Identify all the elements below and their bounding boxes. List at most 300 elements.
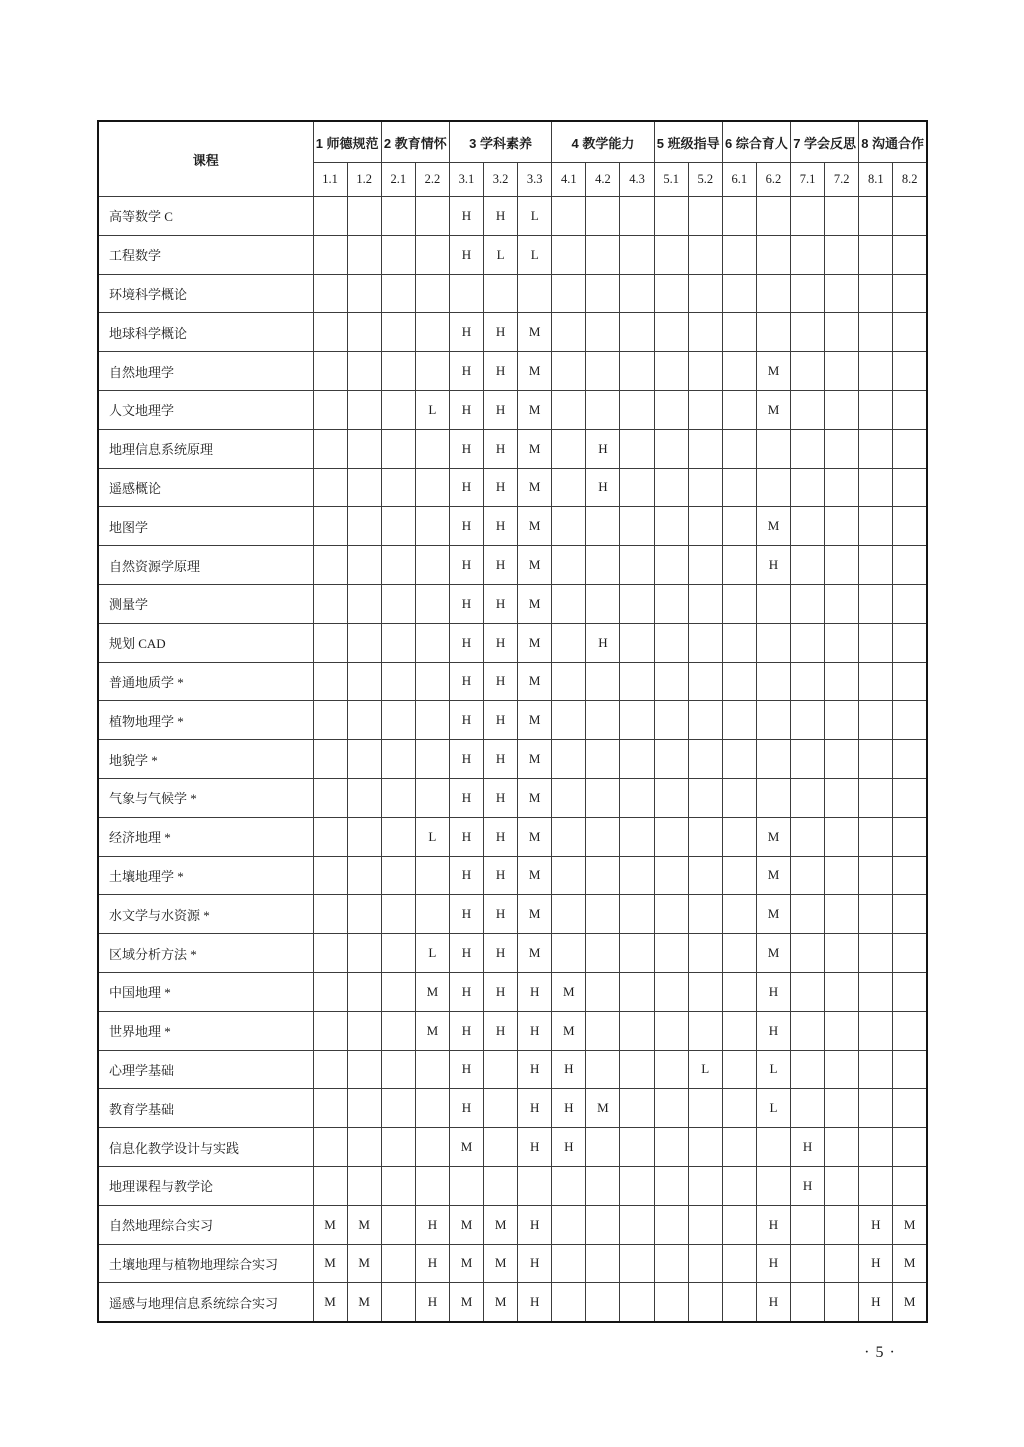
matrix-cell <box>313 662 347 701</box>
course-name-cell: 教育学基础 <box>98 1089 313 1128</box>
matrix-cell <box>654 856 688 895</box>
matrix-cell <box>688 546 722 585</box>
matrix-cell <box>586 817 620 856</box>
matrix-cell <box>620 507 654 546</box>
matrix-cell: H <box>484 468 518 507</box>
course-name-cell: 水文学与水资源 * <box>98 895 313 934</box>
course-name-cell: 遥感与地理信息系统综合实习 <box>98 1283 313 1322</box>
matrix-cell <box>825 895 859 934</box>
matrix-cell <box>688 390 722 429</box>
course-name-cell: 气象与气候学 * <box>98 778 313 817</box>
matrix-cell <box>620 972 654 1011</box>
matrix-cell <box>586 662 620 701</box>
matrix-cell: M <box>313 1244 347 1283</box>
matrix-cell <box>688 623 722 662</box>
matrix-cell <box>825 197 859 236</box>
matrix-cell: M <box>415 1011 449 1050</box>
matrix-cell <box>415 1166 449 1205</box>
matrix-cell <box>756 623 790 662</box>
matrix-cell: H <box>484 390 518 429</box>
matrix-cell <box>893 1011 927 1050</box>
matrix-cell <box>893 1050 927 1089</box>
matrix-cell <box>688 352 722 391</box>
matrix-cell <box>415 701 449 740</box>
course-name-cell: 环境科学概论 <box>98 274 313 313</box>
matrix-cell: L <box>415 817 449 856</box>
matrix-cell <box>654 1128 688 1167</box>
matrix-cell <box>722 429 756 468</box>
matrix-cell: M <box>347 1205 381 1244</box>
matrix-cell: H <box>415 1283 449 1322</box>
matrix-cell: M <box>756 817 790 856</box>
matrix-cell: M <box>484 1244 518 1283</box>
matrix-cell: M <box>518 468 552 507</box>
matrix-cell <box>552 934 586 973</box>
matrix-cell: H <box>484 546 518 585</box>
matrix-cell <box>347 1050 381 1089</box>
matrix-cell: M <box>449 1244 483 1283</box>
matrix-cell <box>552 468 586 507</box>
matrix-cell <box>722 934 756 973</box>
page-number: · 5 · <box>864 1344 896 1361</box>
matrix-cell <box>688 895 722 934</box>
matrix-cell: H <box>859 1244 893 1283</box>
course-name-cell: 测量学 <box>98 584 313 623</box>
matrix-cell <box>620 352 654 391</box>
matrix-cell <box>552 623 586 662</box>
matrix-cell: M <box>518 507 552 546</box>
matrix-cell <box>381 1244 415 1283</box>
matrix-cell <box>893 817 927 856</box>
matrix-cell <box>654 1283 688 1322</box>
matrix-cell <box>586 546 620 585</box>
matrix-cell: H <box>484 507 518 546</box>
matrix-cell <box>825 1128 859 1167</box>
matrix-cell <box>859 972 893 1011</box>
matrix-cell <box>552 235 586 274</box>
matrix-cell <box>859 274 893 313</box>
matrix-cell <box>859 235 893 274</box>
matrix-cell: H <box>484 701 518 740</box>
matrix-cell: H <box>449 856 483 895</box>
matrix-cell <box>654 352 688 391</box>
matrix-cell: M <box>756 352 790 391</box>
matrix-cell <box>620 778 654 817</box>
matrix-cell <box>859 856 893 895</box>
matrix-cell <box>722 972 756 1011</box>
matrix-cell <box>449 1166 483 1205</box>
matrix-cell <box>415 313 449 352</box>
matrix-cell <box>415 197 449 236</box>
course-column-header: 课程 <box>98 121 313 197</box>
matrix-cell: H <box>449 623 483 662</box>
matrix-cell <box>620 1089 654 1128</box>
matrix-cell: M <box>449 1283 483 1322</box>
matrix-cell <box>620 1128 654 1167</box>
matrix-cell <box>620 235 654 274</box>
matrix-cell: H <box>449 972 483 1011</box>
matrix-cell: M <box>313 1283 347 1322</box>
matrix-cell <box>825 1050 859 1089</box>
matrix-cell <box>381 235 415 274</box>
matrix-cell <box>552 507 586 546</box>
matrix-cell <box>893 429 927 468</box>
matrix-cell <box>688 1244 722 1283</box>
matrix-cell <box>756 584 790 623</box>
course-name-cell: 地图学 <box>98 507 313 546</box>
matrix-cell: M <box>893 1244 927 1283</box>
column-group-header: 6 综合育人 <box>722 121 790 163</box>
column-sub-header: 5.2 <box>688 163 722 197</box>
matrix-cell: M <box>756 895 790 934</box>
matrix-cell <box>620 390 654 429</box>
table-row <box>98 662 927 701</box>
matrix-cell <box>620 662 654 701</box>
matrix-cell <box>825 235 859 274</box>
matrix-cell: L <box>518 235 552 274</box>
matrix-cell <box>586 701 620 740</box>
matrix-cell: H <box>449 740 483 779</box>
matrix-cell <box>688 1128 722 1167</box>
matrix-cell <box>893 507 927 546</box>
matrix-cell <box>381 778 415 817</box>
table-row <box>98 623 927 662</box>
matrix-cell <box>722 778 756 817</box>
matrix-cell <box>722 390 756 429</box>
matrix-cell <box>552 895 586 934</box>
matrix-cell <box>552 584 586 623</box>
matrix-cell <box>415 856 449 895</box>
matrix-cell: M <box>586 1089 620 1128</box>
matrix-cell <box>347 701 381 740</box>
matrix-cell <box>825 778 859 817</box>
matrix-cell <box>381 972 415 1011</box>
matrix-cell <box>756 274 790 313</box>
matrix-cell <box>791 584 825 623</box>
matrix-cell <box>791 1205 825 1244</box>
matrix-cell: L <box>688 1050 722 1089</box>
matrix-cell <box>893 235 927 274</box>
matrix-cell <box>552 197 586 236</box>
matrix-cell <box>688 429 722 468</box>
table-row <box>98 1050 927 1089</box>
matrix-cell <box>586 1166 620 1205</box>
matrix-cell: H <box>484 972 518 1011</box>
column-sub-header: 3.2 <box>484 163 518 197</box>
matrix-cell <box>313 352 347 391</box>
matrix-cell <box>756 235 790 274</box>
matrix-cell <box>313 1128 347 1167</box>
matrix-cell: M <box>552 1011 586 1050</box>
matrix-cell <box>893 197 927 236</box>
table-row <box>98 235 927 274</box>
matrix-cell <box>381 546 415 585</box>
matrix-cell <box>586 934 620 973</box>
matrix-cell: M <box>893 1283 927 1322</box>
matrix-cell <box>791 1050 825 1089</box>
matrix-cell <box>313 507 347 546</box>
matrix-cell <box>620 856 654 895</box>
matrix-cell <box>620 1205 654 1244</box>
matrix-cell: H <box>518 1128 552 1167</box>
matrix-cell <box>586 390 620 429</box>
column-sub-header: 4.1 <box>552 163 586 197</box>
matrix-cell <box>552 1166 586 1205</box>
matrix-cell <box>791 235 825 274</box>
matrix-cell <box>586 313 620 352</box>
matrix-cell <box>552 1283 586 1322</box>
matrix-cell <box>381 1050 415 1089</box>
matrix-cell <box>313 197 347 236</box>
matrix-cell <box>484 274 518 313</box>
matrix-cell <box>552 546 586 585</box>
matrix-cell: M <box>518 895 552 934</box>
column-sub-header: 6.1 <box>722 163 756 197</box>
matrix-cell <box>415 274 449 313</box>
matrix-cell: H <box>518 1050 552 1089</box>
matrix-cell: H <box>449 778 483 817</box>
course-name-cell: 区域分析方法 * <box>98 934 313 973</box>
matrix-cell <box>722 1244 756 1283</box>
table-row <box>98 197 927 236</box>
matrix-cell <box>620 934 654 973</box>
matrix-cell <box>722 274 756 313</box>
matrix-cell <box>313 701 347 740</box>
matrix-cell <box>688 934 722 973</box>
matrix-cell <box>313 313 347 352</box>
matrix-cell: H <box>484 778 518 817</box>
matrix-cell <box>347 1128 381 1167</box>
matrix-cell: M <box>518 817 552 856</box>
matrix-cell <box>791 701 825 740</box>
matrix-cell <box>654 313 688 352</box>
matrix-cell <box>552 390 586 429</box>
matrix-cell: H <box>756 546 790 585</box>
matrix-cell <box>825 856 859 895</box>
matrix-cell <box>620 313 654 352</box>
matrix-cell <box>893 546 927 585</box>
course-name-cell: 地理信息系统原理 <box>98 429 313 468</box>
matrix-cell <box>825 468 859 507</box>
matrix-cell <box>347 1089 381 1128</box>
matrix-cell <box>654 662 688 701</box>
matrix-cell <box>552 817 586 856</box>
matrix-cell <box>791 972 825 1011</box>
matrix-cell <box>381 584 415 623</box>
matrix-cell <box>552 856 586 895</box>
matrix-cell <box>859 623 893 662</box>
matrix-cell <box>791 740 825 779</box>
column-sub-header: 3.3 <box>518 163 552 197</box>
matrix-cell <box>381 1011 415 1050</box>
table-row <box>98 1128 927 1167</box>
matrix-cell <box>586 1128 620 1167</box>
matrix-cell: M <box>518 352 552 391</box>
table-row <box>98 817 927 856</box>
matrix-cell <box>688 507 722 546</box>
matrix-cell: H <box>449 546 483 585</box>
matrix-cell: H <box>449 468 483 507</box>
matrix-cell <box>688 1089 722 1128</box>
matrix-cell <box>722 1166 756 1205</box>
matrix-cell <box>688 662 722 701</box>
matrix-cell <box>654 817 688 856</box>
matrix-cell: H <box>449 895 483 934</box>
matrix-cell: M <box>449 1205 483 1244</box>
matrix-cell: M <box>518 313 552 352</box>
column-sub-header: 6.2 <box>756 163 790 197</box>
column-sub-header: 4.2 <box>586 163 620 197</box>
matrix-cell: M <box>756 856 790 895</box>
matrix-cell <box>484 1050 518 1089</box>
course-name-cell: 心理学基础 <box>98 1050 313 1089</box>
column-sub-header: 5.1 <box>654 163 688 197</box>
matrix-cell <box>791 1011 825 1050</box>
matrix-cell <box>449 274 483 313</box>
matrix-cell: M <box>893 1205 927 1244</box>
matrix-cell <box>654 972 688 1011</box>
matrix-cell <box>654 507 688 546</box>
matrix-cell <box>859 934 893 973</box>
matrix-cell <box>552 778 586 817</box>
matrix-cell <box>518 1166 552 1205</box>
matrix-cell: H <box>552 1050 586 1089</box>
matrix-cell <box>825 274 859 313</box>
matrix-cell <box>415 584 449 623</box>
matrix-cell <box>586 740 620 779</box>
matrix-cell: M <box>756 507 790 546</box>
matrix-cell <box>791 895 825 934</box>
matrix-cell <box>893 584 927 623</box>
column-sub-header: 1.2 <box>347 163 381 197</box>
matrix-cell: H <box>415 1205 449 1244</box>
matrix-cell <box>893 1128 927 1167</box>
column-sub-header: 4.3 <box>620 163 654 197</box>
matrix-cell <box>381 623 415 662</box>
matrix-cell <box>688 584 722 623</box>
column-sub-header: 1.1 <box>313 163 347 197</box>
matrix-cell: H <box>449 507 483 546</box>
course-name-cell: 普通地质学 * <box>98 662 313 701</box>
matrix-cell <box>893 1166 927 1205</box>
matrix-cell <box>791 313 825 352</box>
matrix-cell <box>722 1050 756 1089</box>
matrix-cell <box>722 856 756 895</box>
matrix-cell <box>791 468 825 507</box>
matrix-cell: H <box>791 1166 825 1205</box>
matrix-cell <box>552 352 586 391</box>
matrix-cell: L <box>518 197 552 236</box>
matrix-cell <box>620 468 654 507</box>
table-row <box>98 1205 927 1244</box>
matrix-cell: H <box>518 1089 552 1128</box>
matrix-cell <box>688 468 722 507</box>
column-sub-header: 7.2 <box>825 163 859 197</box>
matrix-cell: H <box>756 1205 790 1244</box>
matrix-cell <box>893 778 927 817</box>
matrix-cell <box>347 197 381 236</box>
matrix-cell <box>654 1205 688 1244</box>
matrix-cell <box>825 429 859 468</box>
matrix-cell <box>893 313 927 352</box>
matrix-cell: H <box>552 1089 586 1128</box>
matrix-cell <box>791 197 825 236</box>
matrix-cell: H <box>791 1128 825 1167</box>
matrix-cell <box>756 662 790 701</box>
matrix-cell <box>825 1166 859 1205</box>
matrix-cell <box>484 1128 518 1167</box>
matrix-cell <box>791 274 825 313</box>
matrix-cell <box>381 895 415 934</box>
matrix-cell: L <box>756 1089 790 1128</box>
matrix-cell: M <box>347 1244 381 1283</box>
matrix-cell <box>347 740 381 779</box>
matrix-cell <box>722 895 756 934</box>
matrix-cell <box>313 584 347 623</box>
matrix-cell <box>415 740 449 779</box>
matrix-cell <box>722 197 756 236</box>
matrix-cell <box>313 390 347 429</box>
matrix-cell <box>347 972 381 1011</box>
matrix-cell <box>722 507 756 546</box>
matrix-cell: H <box>756 972 790 1011</box>
table-row <box>98 274 927 313</box>
matrix-cell <box>347 895 381 934</box>
matrix-cell: H <box>484 429 518 468</box>
matrix-cell <box>825 1244 859 1283</box>
table-row <box>98 740 927 779</box>
matrix-cell <box>415 429 449 468</box>
matrix-cell <box>586 352 620 391</box>
matrix-cell <box>415 1128 449 1167</box>
matrix-cell <box>825 546 859 585</box>
matrix-cell <box>552 1244 586 1283</box>
matrix-cell <box>347 507 381 546</box>
course-name-cell: 人文地理学 <box>98 390 313 429</box>
matrix-cell: H <box>484 352 518 391</box>
matrix-cell <box>722 584 756 623</box>
matrix-cell <box>756 701 790 740</box>
matrix-cell <box>722 740 756 779</box>
course-name-cell: 土壤地理与植物地理综合实习 <box>98 1244 313 1283</box>
matrix-cell: M <box>415 972 449 1011</box>
course-name-cell: 自然地理学 <box>98 352 313 391</box>
table-row <box>98 584 927 623</box>
column-group-header: 4 教学能力 <box>552 121 654 163</box>
table-row <box>98 895 927 934</box>
matrix-cell <box>688 972 722 1011</box>
matrix-cell <box>859 584 893 623</box>
matrix-cell <box>347 274 381 313</box>
matrix-cell <box>586 274 620 313</box>
course-name-cell: 信息化教学设计与实践 <box>98 1128 313 1167</box>
matrix-cell <box>586 895 620 934</box>
matrix-cell <box>859 468 893 507</box>
matrix-cell <box>484 1089 518 1128</box>
matrix-cell: M <box>518 429 552 468</box>
matrix-cell <box>654 468 688 507</box>
matrix-cell <box>381 701 415 740</box>
matrix-cell: M <box>449 1128 483 1167</box>
matrix-cell <box>415 546 449 585</box>
column-group-header: 8 沟通合作 <box>859 121 927 163</box>
matrix-cell <box>381 1205 415 1244</box>
matrix-cell <box>859 1166 893 1205</box>
matrix-cell: H <box>586 468 620 507</box>
matrix-cell <box>893 934 927 973</box>
matrix-cell <box>859 817 893 856</box>
matrix-cell <box>654 740 688 779</box>
